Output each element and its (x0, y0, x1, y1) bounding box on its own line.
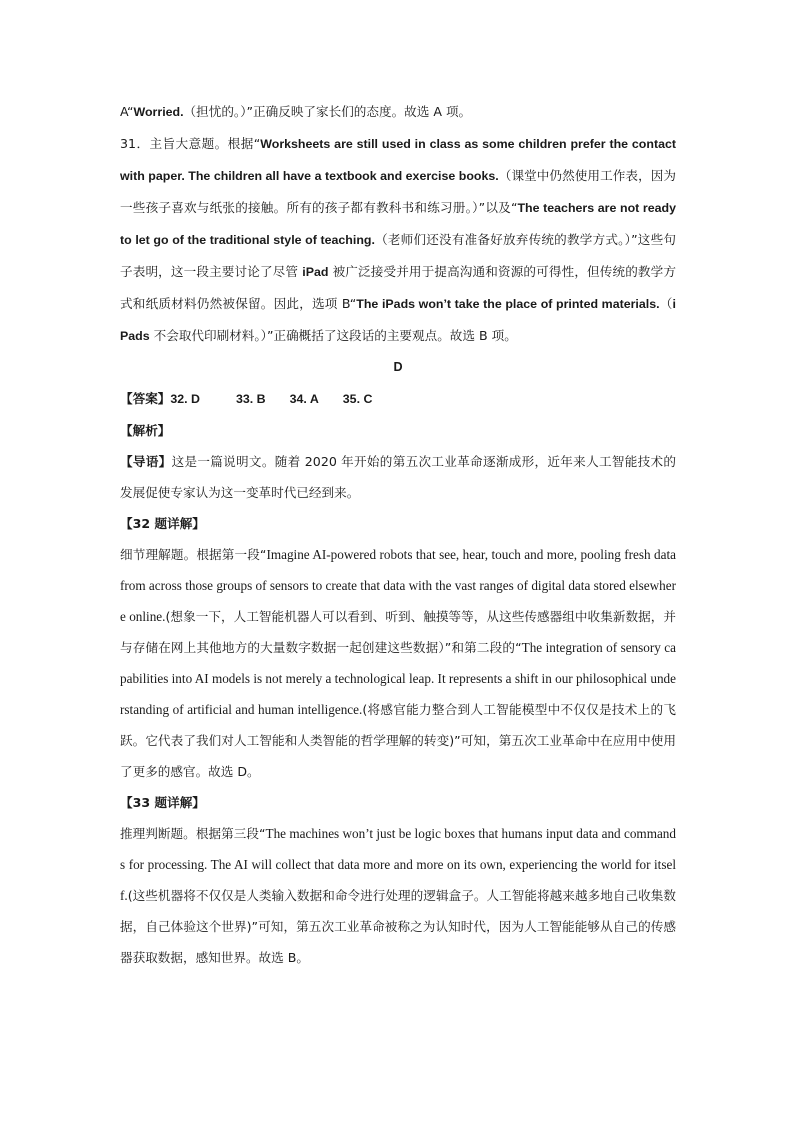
answer-item: 35. C (342, 392, 373, 406)
intro-label: 【导语】 (120, 454, 172, 469)
english-quote: Imagine AI-powered robots that see, hear, touch and more, pooling fresh data from across those groups of sensors to create that data with the vast ranges of digital data stored elsewhere online. (120, 547, 676, 624)
text-span: 推理判断题。根据第三段“ (120, 826, 266, 841)
english-term: iPad (302, 265, 329, 279)
english-quote: The integration of sensory capabilities into AI models is not merely a technological leap. It represents a shift in our philosophical understanding of artificial and human intelligence. (120, 640, 677, 717)
text-span: （担忧的。）”正确反映了家长们的态度。故选 A 项。 (183, 104, 472, 119)
analysis-label: 【解析】 (120, 423, 171, 438)
q33-label: 【33 题详解】 (120, 795, 205, 810)
text-span: (将感官能力整合到人工智能模型中不仅仅是技术上的飞跃。它代表了我们对人工智能和人类智能的哲学理解的转变)”可知，第五次工业革命中在应用中使用了更多的感官。故选 D。 (120, 702, 676, 779)
answer-item: 33. B (236, 392, 266, 406)
text-span: （课堂中仍然使用工作表，因为一些孩子喜欢与纸张的接触。所有的孩子都有教科书和练习册。）”以及“ (120, 168, 676, 215)
text-span: 被广泛接受并用于提高沟通和资源的可得性，但传统的教学方式和纸质材料仍然被保留。因此，选项 B“ (120, 264, 676, 311)
q32-paragraph (120, 539, 676, 787)
english-quote: The iPads won’t take the place of printed materials. (356, 297, 660, 311)
text-span: (这些机器将不仅仅是人类输入数据和命令进行处理的逻辑盒子。人工智能将越来越多地自己收集数据，自己体验这个世界)”可知，第五次工业革命被称之为认知时代，因为人工智能能够从自己的传感器获取数据，感知世界。故选 B。 (120, 888, 676, 965)
text-span: （ (659, 296, 673, 311)
english-quote: The machines won’t just be logic boxes that humans input data and commands for processing. The AI will collect that data more and more on its own, experiencing the world for itself. (120, 826, 676, 903)
english-quote: Worried. (133, 105, 184, 119)
english-quote: The teachers are not ready to let go of the traditional style of teaching. (120, 201, 676, 247)
section-heading-d: D (393, 360, 403, 374)
paragraph-31 (120, 128, 676, 352)
intro-text: 这是一篇说明文。随着 2020 年开始的第五次工业革命逐渐成形，近年来人工智能技术的发展促使专家认为这一变革时代已经到来。 (120, 454, 677, 500)
text-span: 不会取代印刷材料。）”正确概括了这段话的主要观点。故选 B 项。 (149, 328, 517, 343)
text-span: A“ (120, 104, 134, 119)
english-quote: Worksheets are still used in class as some children prefer the contact with paper. The children all have a textbook and exercise books. (120, 137, 676, 183)
q33-paragraph (120, 818, 676, 973)
q32-label: 【32 题详解】 (120, 516, 205, 531)
english-term: iPads (120, 297, 676, 343)
answer-item: 32. D (170, 392, 200, 406)
answer-item: 34. A (289, 392, 319, 406)
document-page (120, 96, 676, 973)
paragraph-30-tail (120, 96, 676, 128)
intro-paragraph (120, 446, 676, 508)
answer-line (120, 383, 676, 415)
text-span: （老师们还没有准备好放弃传统的教学方式。）”这些句子表明，这一段主要讨论了尽管 (120, 232, 676, 279)
text-span: 细节理解题。根据第一段“ (120, 547, 267, 562)
text-span: 31．主旨大意题。根据“ (120, 136, 261, 151)
answer-label: 【答案】 (120, 391, 171, 406)
text-span: (想象一下，人工智能机器人可以看到、听到、触摸等等，从这些传感器组中收集新数据，并与存储在网上其他地方的大量数字数据一起创建这些数据）”和第二段的“ (120, 609, 676, 655)
